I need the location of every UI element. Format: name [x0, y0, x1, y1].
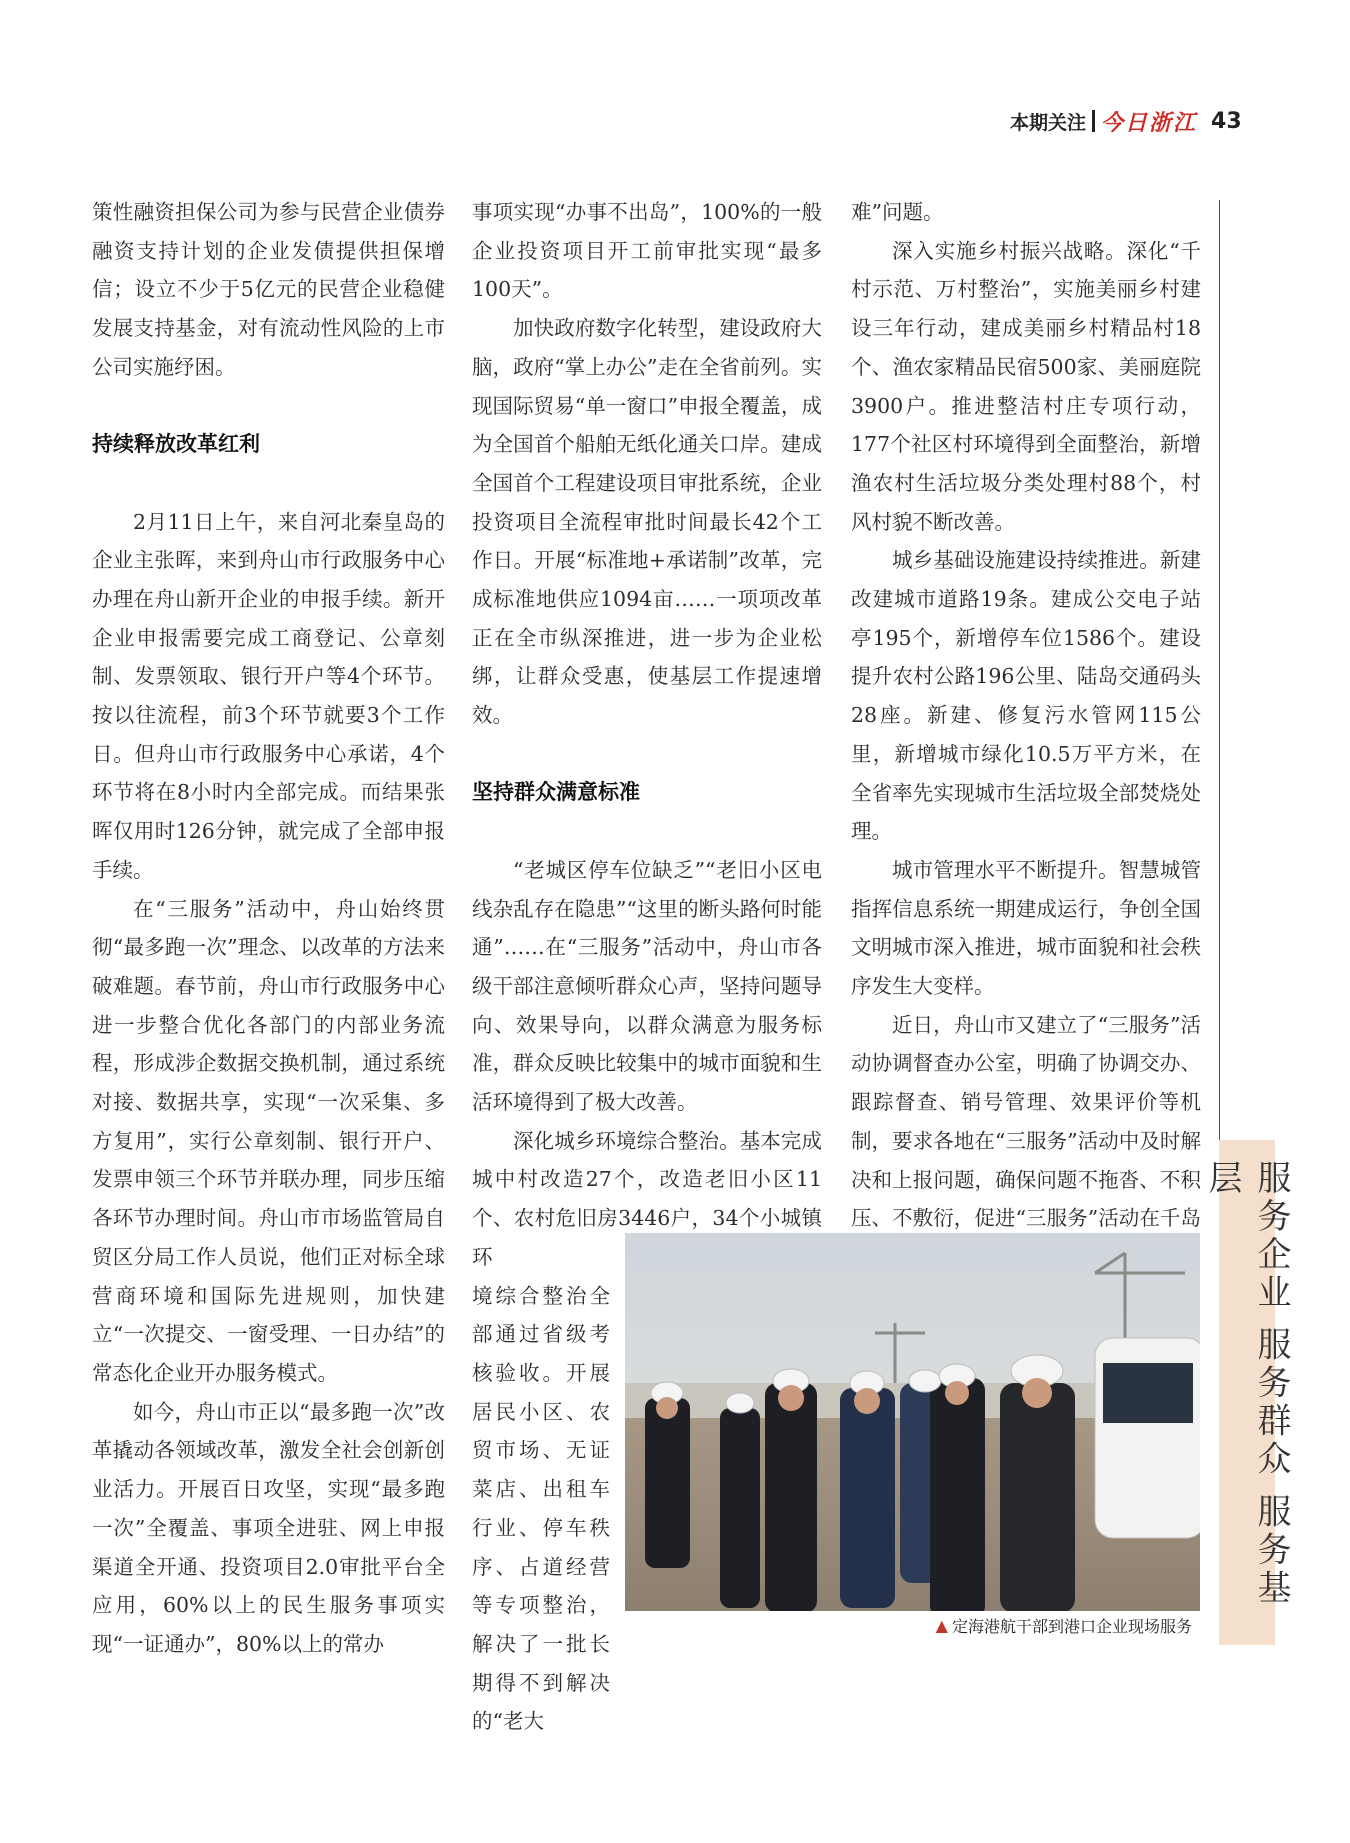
- magazine-logo: 今日浙江: [1101, 110, 1198, 136]
- page-number: 43: [1211, 108, 1242, 134]
- photo-caption: [625, 1611, 1200, 1639]
- photo-illustration: [625, 1233, 1200, 1639]
- paragraph: 深入实施乡村振兴战略。深化“千村示范、万村整治”，实施美丽乡村建设三年行动，建成美丽乡村精品村18个、渔农家精品民宿500家、美丽庭院3900户。推进整洁村庄专项行动，177个社区村环境得到全面整治，新增渔农村生活垃圾分类处理村88个，村风村貌不断改善。: [851, 238, 1201, 534]
- paragraph: 城市管理水平不断提升。智慧城管指挥信息系统一期建成运行，争创全国文明城市深入推进，城市面貌和社会秩序发生大变样。: [851, 857, 1201, 999]
- paragraph: 如今，舟山市正以“最多跑一次”改革撬动各领域改革，激发全社会创新创业活力。开展百日攻坚，实现“最多跑一次”全覆盖、事项全进驻、网上申报渠道全开通、投资项目2.0审批平台全应用，60%以上的民生服务事项实现“一证通办”，80%以上的常办: [92, 1399, 445, 1656]
- paragraph: 城乡基础设施建设持续推进。新建改建城市道路19条。建成公交电子站亭195个，新增停车位1586个。建设提升农村公路196公里、陆岛交通码头28座。新建、修复污水管网115公里，新增城市绿化10.5万平方米，在全省率先实现城市生活垃圾全部焚烧处理。: [851, 548, 1201, 844]
- paragraph-text: 近日，舟山市又建立了“三服务”活动协调督查办公室，明确了协调交办、跟踪督查、销号管理、效果评价等机制，要求各地在“三服务”活动中及时解决和上报问题，确保问题不拖沓、不积压、不敷衍，促进“三服务”活动在千岛: [851, 1012, 1201, 1231]
- paragraph: 难”问题。: [851, 200, 944, 224]
- article-column-1: [92, 193, 445, 1664]
- side-tab-text: 服务企业 服务群众 服务基层: [1202, 1160, 1291, 1608]
- paragraph: “老城区停车位缺乏”“老旧小区电线杂乱存在隐患”“这里的断头路何时能通”……在“三服务”活动中，舟山市各级干部注意倾听群众心声，坚持问题导向、效果导向，以群众满意为服务标准，群众反映比较集中的城市面貌和生活环境得到了极大改善。: [472, 857, 822, 1115]
- header-divider: [1092, 110, 1095, 132]
- caption-text: 定海港航干部到港口企业现场服务: [951, 1616, 1192, 1636]
- paragraph: 境综合整治全部通过省级考核验收。开展居民小区、农贸市场、无证菜店、出租车行业、停车秩序、占道经营等专项整治，解决了一批长期得不到解决的“老大: [472, 1283, 610, 1734]
- article-column-3: [851, 193, 1201, 1277]
- paragraph: 事项实现“办事不出岛”，100%的一般企业投资项目开工前审批实现“最多100天”。: [472, 200, 822, 302]
- page-header: [1010, 104, 1242, 138]
- paragraph: 深化城乡环境综合整治。基本完成城中村改造27个，改造老旧小区11个、农村危旧房3446户，34个小城镇环: [472, 1128, 822, 1269]
- triangle-icon: ▲: [935, 1615, 948, 1635]
- side-tab: [1202, 1140, 1291, 1645]
- paragraph: 在“三服务”活动中，舟山始终贯彻“最多跑一次”理念、以改革的方法来破难题。春节前，舟山市行政服务中心进一步整合优化各部门的内部业务流程，形成涉企数据交换机制，通过系统对接、数据共享，实现“一次采集、多方复用”，实行公章刻制、银行开户、发票申领三个环节并联办理，同步压缩各环节办理时间。舟山市市场监管局自贸区分局工作人员说，他们正对标全球营商环境和国际先进规则，加快建立“一次提交、一窗受理、一日办结”的常态化企业开办服务模式。: [92, 896, 445, 1385]
- paragraph: 2月11日上午，来自河北秦皇岛的企业主张晖，来到舟山市行政服务中心办理在舟山新开企业的申报手续。新开企业申报需要完成工商登记、公章刻制、发票领取、银行开户等4个环节。按以往流程，前3个环节就要3个工作日。但舟山市行政服务中心承诺，4个环节将在8小时内全部完成。而结果张晖仅用时126分钟，就完成了全部申报手续。: [92, 509, 445, 882]
- section-heading: 坚持群众满意标准: [472, 779, 640, 804]
- photo: [625, 1233, 1200, 1639]
- section-heading: 持续释放改革红利: [92, 431, 260, 456]
- paragraph: 策性融资担保公司为参与民营企业债券融资支持计划的企业发债提供担保增信；设立不少于5亿元的民营企业稳健发展支持基金，对有流动性风险的上市公司实施纾困。: [92, 200, 445, 379]
- paragraph: 加快政府数字化转型，建设政府大脑，政府“掌上办公”走在全省前列。实现国际贸易“单一窗口”申报全覆盖，成为全国首个船舶无纸化通关口岸。建成全国首个工程建设项目审批系统，企业投资项目全流程审批时间最长42个工作日。开展“标准地+承诺制”改革，完成标准地供应1094亩……一项项改革正在全市纵深推进，进一步为企业松绑，让群众受惠，使基层工作提速增效。: [472, 316, 822, 728]
- section-label: 本期关注: [1010, 111, 1087, 134]
